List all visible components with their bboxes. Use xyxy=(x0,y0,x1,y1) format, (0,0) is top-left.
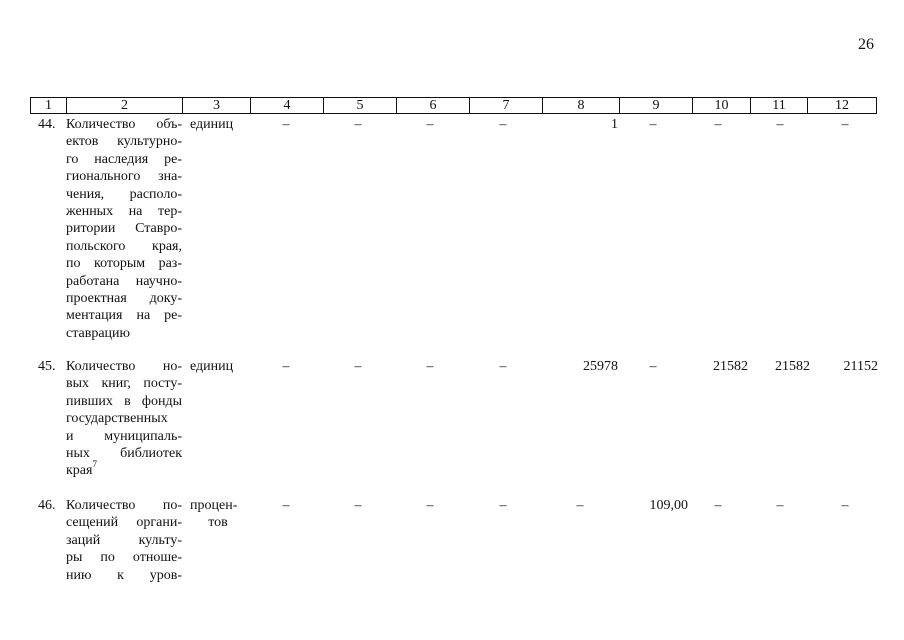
value-cell-col10: – xyxy=(714,498,722,513)
value-cell-col9: 109,00 xyxy=(649,498,688,513)
unit-cell: процен- тов xyxy=(190,498,238,531)
indicator-name: Количество но- вых книг, посту- пивших в фонды государственных и муниципаль- ных библиотек края$^7$ xyxy=(66,359,182,479)
value-cell-col8: 1 xyxy=(611,117,618,132)
indicator-name: Количество по- сещений органи- заций культу- ры по отноше- нию к уров- xyxy=(66,498,182,583)
value-cell-col6: – xyxy=(426,498,434,513)
page-number: 26 xyxy=(858,36,874,53)
column-header: 3 xyxy=(183,98,251,114)
column-header: 10 xyxy=(693,98,751,114)
value-cell-col12: – xyxy=(841,498,849,513)
unit-cell: единиц xyxy=(190,359,234,374)
value-cell-col5: – xyxy=(354,117,362,132)
column-header: 4 xyxy=(251,98,324,114)
value-cell-col5: – xyxy=(354,359,362,374)
value-cell-col4: – xyxy=(282,117,290,132)
value-cell-col4: – xyxy=(282,498,290,513)
row-number: 46. xyxy=(38,498,56,513)
value-cell-col10: 21582 xyxy=(713,359,748,374)
value-cell-col7: – xyxy=(499,359,507,374)
column-header: 11 xyxy=(751,98,808,114)
value-cell-col6: – xyxy=(426,359,434,374)
column-header: 1 xyxy=(31,98,67,114)
column-header: 12 xyxy=(808,98,877,114)
value-cell-col7: – xyxy=(499,117,507,132)
value-cell-col8: – xyxy=(576,498,584,513)
value-cell-col9: – xyxy=(649,359,657,374)
value-cell-col11: – xyxy=(776,498,784,513)
column-header: 6 xyxy=(397,98,470,114)
value-cell-col6: – xyxy=(426,117,434,132)
value-cell-col12: – xyxy=(841,117,849,132)
column-header: 9 xyxy=(620,98,693,114)
footnote-marker: 7 xyxy=(92,458,97,469)
column-header: 8 xyxy=(543,98,620,114)
column-header: 5 xyxy=(324,98,397,114)
value-cell-col5: – xyxy=(354,498,362,513)
value-cell-col11: 21582 xyxy=(775,359,810,374)
value-cell-col4: – xyxy=(282,359,290,374)
row-number: 44. xyxy=(38,117,56,132)
unit-cell: единиц xyxy=(190,117,234,132)
column-header: 2 xyxy=(67,98,183,114)
value-cell-col10: – xyxy=(714,117,722,132)
row-number: 45. xyxy=(38,359,56,374)
value-cell-col8: 25978 xyxy=(583,359,618,374)
column-header: 7 xyxy=(470,98,543,114)
value-cell-col9: – xyxy=(649,117,657,132)
indicator-name: Количество объ- ектов культурно- го наследия ре- гионального зна- чения, располо- женных на тер- ритории Ставро- польского края, по которым раз- работана научно- проектная доку- ментация на ре- ставрацию xyxy=(66,117,182,341)
value-cell-col7: – xyxy=(499,498,507,513)
column-header-row xyxy=(30,97,877,114)
value-cell-col12: 21152 xyxy=(843,359,878,374)
value-cell-col11: – xyxy=(776,117,784,132)
